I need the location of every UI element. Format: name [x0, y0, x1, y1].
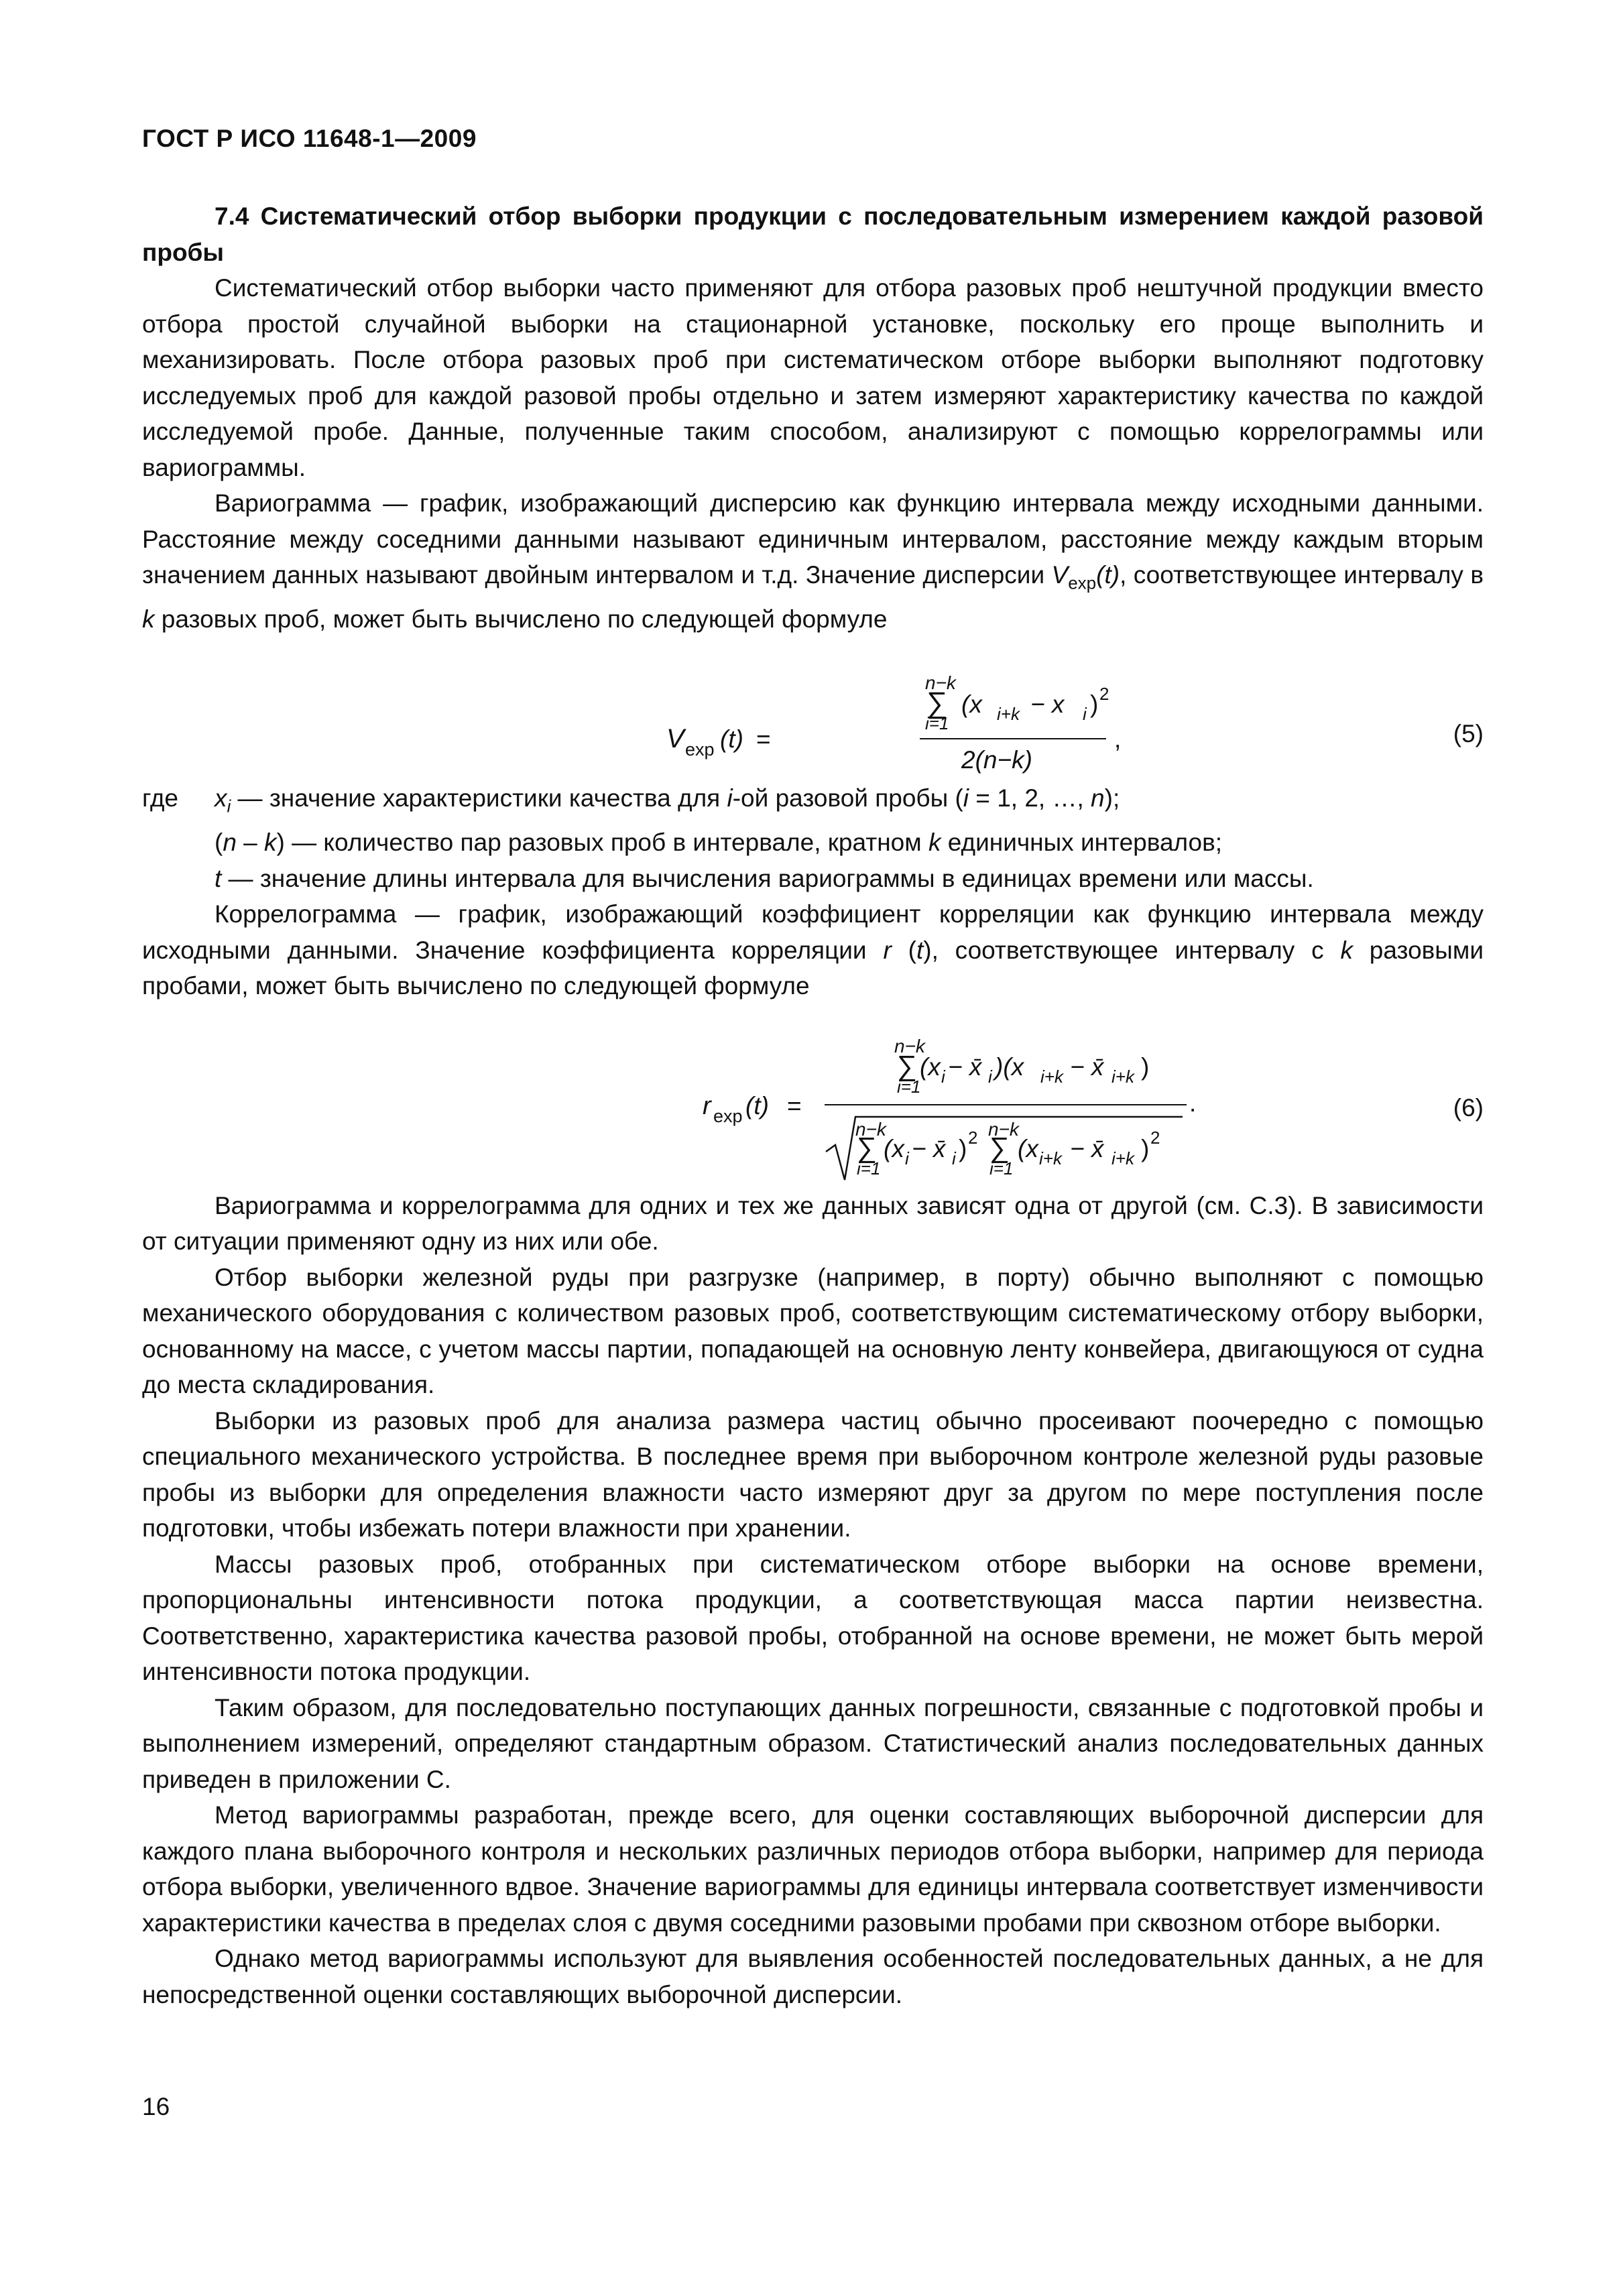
f6-num-s2: i — [988, 1066, 992, 1087]
paragraph-5: Отбор выборки железной руды при разгрузке (например, в порту) обычно выполняют с помощью механического оборудования с количеством разовых проб, соответствующим систематическому отбору выборки, основанному на массе, с учетом массы партии, попадающей на основную ленту конвейера, двигающуюся от судна до места складирования. — [142, 1263, 1484, 1399]
f6-den-upper1: n−k — [855, 1118, 886, 1140]
f5-lhs-V: V — [666, 724, 684, 754]
f6-lhs-arg: (t) — [745, 1091, 769, 1120]
f6-num-x1: (x — [920, 1052, 941, 1081]
f6-num-lower: i=1 — [897, 1076, 921, 1097]
formula-6 — [142, 1004, 1484, 1188]
f6-lhs-sub: exp — [713, 1105, 743, 1126]
document-header: ГОСТ Р ИСО 11648-1—2009 — [142, 125, 477, 152]
formula-5-number: (5) — [1453, 720, 1484, 748]
f6-num-mid: )(x — [995, 1052, 1024, 1081]
f6-den-upper2: n−k — [988, 1118, 1019, 1140]
f6-den-sigma1: ∑ — [857, 1131, 877, 1163]
f6-num-s3: i+k — [1040, 1066, 1063, 1087]
paragraph-7: Массы разовых проб, отобранных при систематическом отборе выборки на основе времени, пропорциональны интенсивности потока продукции, а соответствующая масса партии неизвестна. Соответственно, характеристика качества разовой пробы, отобранной на основе времени, не может быть мерой интенсивности потока продукции. — [142, 1550, 1484, 1686]
f6-den-x2: (x — [1018, 1134, 1038, 1162]
f6-period: . — [1189, 1089, 1197, 1117]
f6-den-sigma2: ∑ — [989, 1131, 1010, 1163]
f6-num-sigma: ∑ — [897, 1049, 917, 1081]
paragraph-4: Вариограмма и коррелограмма для одних и тех же данных зависят одна от другой (см. С.3). В зависимости от ситуации применяют одну из них или обе. — [142, 1191, 1484, 1256]
f6-num-xbar2: − x̄ — [1070, 1052, 1104, 1081]
paragraph-1: Систематический отбор выборки часто применяют для отбора разовых проб нештучной продукции вместо отбора простой случайной выборки на стационарной установке, поскольку его проще выполнить и механизировать. После отбора разовых проб при систематическом отборе выборки выполняют подготовку исследуемых проб для каждой разовой пробы отдельно и затем измеряют характеристику качества по каждой исследуемой пробе. Данные, полученные таким способом, анализируют с помощью коррелограммы или вариограммы. — [142, 274, 1484, 481]
definitions-list — [142, 780, 1484, 896]
f6-num-s1: i — [941, 1066, 945, 1087]
where-label: где — [142, 784, 179, 812]
f6-den-lower1: i=1 — [857, 1158, 881, 1179]
f6-num-end: ) — [1141, 1052, 1150, 1081]
f6-den-end1: ) — [959, 1134, 967, 1162]
f6-den-s3: i+k — [1039, 1148, 1062, 1168]
formula-6-number: (6) — [1453, 1093, 1484, 1122]
f5-lhs-sub: exp — [685, 739, 715, 760]
f5-lower-limit: i=1 — [925, 713, 949, 734]
f6-num-s4: i+k — [1111, 1066, 1134, 1087]
definition-n-k: (n – k) — количество пар разовых проб в интервале, кратном k единичных интервалов; — [215, 829, 1223, 857]
f5-equals: = — [756, 725, 771, 753]
f6-num-xbar1: − x̄ — [948, 1052, 982, 1081]
f6-den-xbar1: − x̄ — [912, 1134, 946, 1162]
page-number: 16 — [142, 2093, 170, 2120]
f6-den-s2: i — [952, 1148, 956, 1168]
f6-den-s4: i+k — [1111, 1148, 1134, 1168]
definition-t: t — значение длины интервала для вычисления вариограммы в единицах времени или массы. — [215, 864, 1314, 892]
f5-term-sub1: i+k — [997, 704, 1020, 725]
f5-square: 2 — [1099, 684, 1109, 705]
f6-den-xbar2: − x̄ — [1070, 1134, 1104, 1162]
f6-den-end2: ) — [1141, 1134, 1150, 1162]
f6-lhs-r: r — [703, 1091, 711, 1120]
paragraph-9: Метод вариограммы разработан, прежде всего, для оценки составляющих выборочной дисперсии для каждого плана выборочного контроля и нескольких различных периодов отбора выборки, например для периода отбора выборки, увеличенного вдвое. Значение вариограммы для единицы интервала соответствует изменчивости характеристики качества в пределах слоя с двумя соседними разовыми пробами при сквозном отборе выборки. — [142, 1801, 1484, 1937]
f6-den-sq2: 2 — [1150, 1127, 1160, 1148]
section-heading: 7.4 Систематический отбор выборки продукции с последовательным измерением каждой разовой пробы — [142, 202, 1484, 266]
f5-sigma: ∑ — [926, 686, 948, 720]
f5-lhs-arg: (t) — [720, 725, 743, 753]
f6-den-s1: i — [905, 1148, 909, 1168]
f5-term-sub2: i — [1083, 704, 1087, 725]
f5-denominator: 2(n−k) — [961, 746, 1032, 774]
f6-den-sq1: 2 — [968, 1127, 978, 1148]
paragraph-8: Таким образом, для последовательно поступающих данных погрешности, связанные с подготовкой пробы и выполнением измерений, определяют стандартным образом. Статистический анализ последовательных данных приведен в приложении С. — [142, 1693, 1484, 1793]
f6-num-upper: n−k — [894, 1035, 925, 1056]
f5-term-minus: − x — [1030, 690, 1065, 719]
f6-den-lower2: i=1 — [989, 1158, 1014, 1179]
f5-upper-limit: n−k — [925, 672, 956, 694]
f6-den-x1: (x — [884, 1134, 904, 1162]
paragraph-2: Вариограмма — график, изображающий дисперсию как функцию интервала между исходными данными. Расстояние между соседними данными называют единичным интервалом, расстояние между каждым вторым значением данных называют двойным интервалом и т.д. Значение дисперсии $V_{exp}(t)$, соответствующее интервалу в k разовых проб, может быть вычислено по следующей формуле — [142, 489, 1484, 633]
paragraph-3: Коррелограмма — график, изображающий коэффициент корреляции как функцию интервала между исходными данными. Значение коэффициента корреляции r (t), соответствующее интервалу с k разовыми пробами, может быть вычислено по следующей формуле — [142, 900, 1484, 1000]
formula-5 — [142, 637, 1484, 780]
f5-comma: , — [1114, 725, 1122, 753]
formula-5-svg — [142, 637, 1148, 780]
f5-term-close: ) — [1090, 690, 1099, 719]
paragraph-6: Выборки из разовых проб для анализа размера частиц обычно просеивают поочередно с помощью специального механического устройства. В последнее время при выборочном контроле железной руды разовые пробы из выборки для определения влажности часто измеряют друг за другом по мере поступления после подготовки, чтобы избежать потери влажности при хранении. — [142, 1406, 1484, 1543]
definition-x: где $x_i$ — значение характеристики качества для i-ой разовой пробы (i = 1, 2, …, n); — [142, 780, 1484, 825]
paragraph-10: Однако метод вариограммы используют для выявления особенностей последовательных данных, а не для непосредственной оценки составляющих выборочной дисперсии. — [142, 1945, 1484, 2008]
f6-equals: = — [787, 1091, 802, 1120]
formula-6-svg — [142, 1004, 1282, 1188]
page-content — [142, 198, 1484, 2012]
f5-term-open: (x — [961, 690, 982, 719]
